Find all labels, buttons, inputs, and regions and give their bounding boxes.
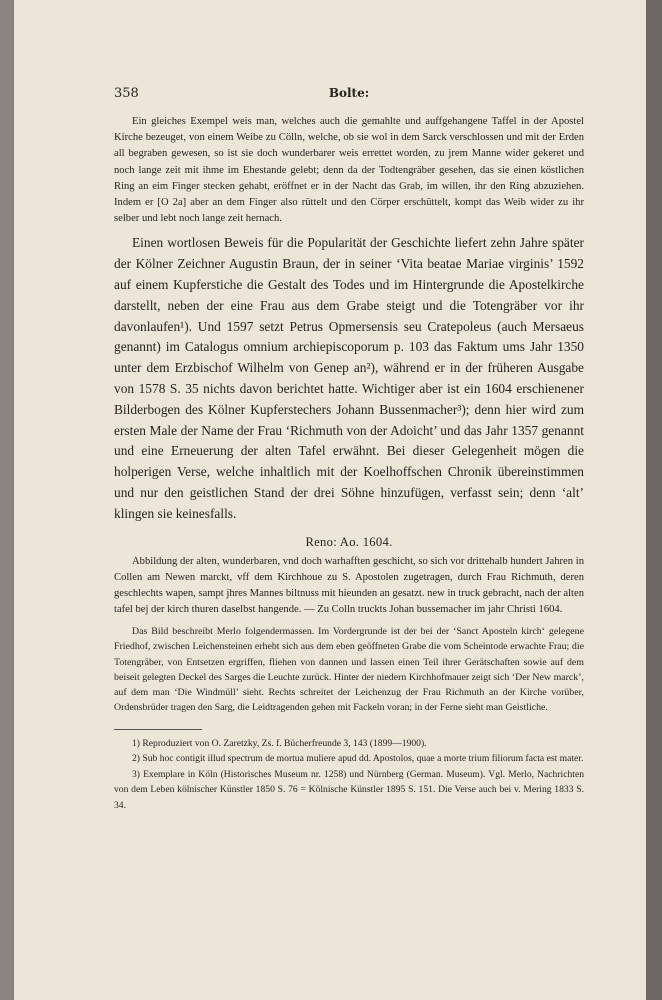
footnote-rule	[114, 729, 202, 730]
footnote-3: 3) Exemplare in Köln (Historisches Museum nr. 1258) und Nürnberg (German. Museum). Vgl. Merlo, Nachrichten von dem Leben kölnischer Künstler 1850 S. 76 = Kölnische Künstler 1895 S. 151. Die Verse auch bei v. Mering 1833 S. 34.	[114, 768, 584, 811]
body-paragraph: Einen wortlosen Beweis für die Popularität der Geschichte liefert zehn Jahre später der Kölner Zeichner Augustin Braun, der in seiner ‘Vita beatae Mariae virginis’ 1592 auf einem Kupferstiche die Gestalt des Todes und im Hintergrunde die Apostelkirche darstellt, neben der eine Frau aus dem Grabe steigt und die Totengräber vor ihr davonlaufen¹). Und 1597 setzt Petrus Opmersensis seu Cratepoleus (auch Mersaeus genannt) im Catalogus omnium archiepiscoporum p. 103 das Faktum ums Jahr 1350 unter dem Erzbischof Wilhelm von Genep an²), während er in der früheren Ausgabe von 1578 S. 35 nichts davon berichtet hatte. Wichtiger aber ist ein 1604 erschienener Bilderbogen des Kölner Kupferstechers Johann Bussenmacher³); denn hier wird zum ersten Male der Name der Frau ‘Richmuth von der Adoicht’ und das Jahr 1357 genannt und eine Erneuerung der alten Tafel erwähnt. Bei dieser Gelegenheit mögen die holperigen Verse, welche inhaltlich mit der Koelhoffschen Chronik übereinstimmen und nur den geistlichen Stand der drei Söhne hinzufügen, verfasst sein; denn ‘alt’ klingen sie keinesfalls.	[114, 235, 584, 521]
page-content	[114, 86, 584, 813]
quote-paragraph-1: Ein gleiches Exempel weis man, welches auch die gemahlte und auffgehangene Taffel in der Apostel Kirche bezeuget, von einem Weibe zu Cölln, welche, ob sie wol in dem Sarck verschlossen und mit der Erden all begraben gewesen, so ist sie doch wunderbarer weis errettet worden, zu jrem Manne wider gekeret und noch lange zeit mit ihme im Ehestande gelebt; denn da der Todtengräber gesehen, das sie einen köstlichen Ring an eim Finger stecken gehabt, eröffnet er in der Nacht das Grab, im willen, ihr den Ring abzuziehen. Indem er [O 2a] aber an dem Finger also rüttelt und den Cörper erschüttelt, kompt das Weib wider zu ihr selber und lebt noch lange zeit hernach.	[114, 116, 584, 225]
running-head	[114, 86, 584, 108]
footnotes	[114, 736, 584, 813]
page-number: 358	[114, 86, 139, 101]
running-title: Bolte:	[328, 86, 370, 100]
quote-paragraph-2: Abbildung der alten, wunderbaren, vnd doch warhafften geschicht, so sich vor drittehalb hundert Jahren in Collen am Newen marckt, vff dem Kirchhoue zu S. Apostolen zugetragen, durch Frau Richmuth, deren geschlechts wapen, sampt jhres Mannes biltnuss mit hieunden an gesatzt. new in truck gebracht, nach der alten tafel bej der kirch thuren daselbst hangende. — Zu Colln truckts Johan bussemacher im jahr Christi 1604.	[114, 555, 584, 616]
page-edge	[646, 0, 662, 1000]
footnote-1: 1) Reproduziert von O. Zaretzky, Zs. f. Bücherfreunde 3, 143 (1899—1900).	[132, 737, 427, 749]
description-paragraph: Das Bild beschreibt Merlo folgendermassen. Im Vordergrunde ist der bei der ‘Sanct Aposteln kirch‘ gelegene Friedhof, zwischen Leichensteinen erhebt sich aus dem eben geöffneten Grabe die vom Scheintode erwachte Frau; die Totengräber, von Entsetzen ergriffen, fliehen von dannen und lassen einen Teil ihrer Gerätschaften sowie auf dem beiseit gelegten Deckel des Sarges die Leuchte zurück. Hinter der niedern Kirchhofmauer zeigt sich ‘Der New marck’, auf dem man ‘Die Windmüll’ sieht. Rechts schreitet der Leichenzug der Frau Richmuth an der Kirche vorüber, Ordensbrüder tragen den Sarg, die Leidtragenden gehen mit Fackeln voran; in der Ferne sieht man Geistliche.	[114, 626, 584, 713]
page	[14, 0, 646, 1000]
footnote-2: 2) Sub hoc contigit illud spectrum de mortua muliere apud dd. Apostolos, quae a morte trium filiorum facta est mater.	[132, 753, 584, 765]
section-heading: Reno: Ao. 1604.	[305, 534, 393, 549]
